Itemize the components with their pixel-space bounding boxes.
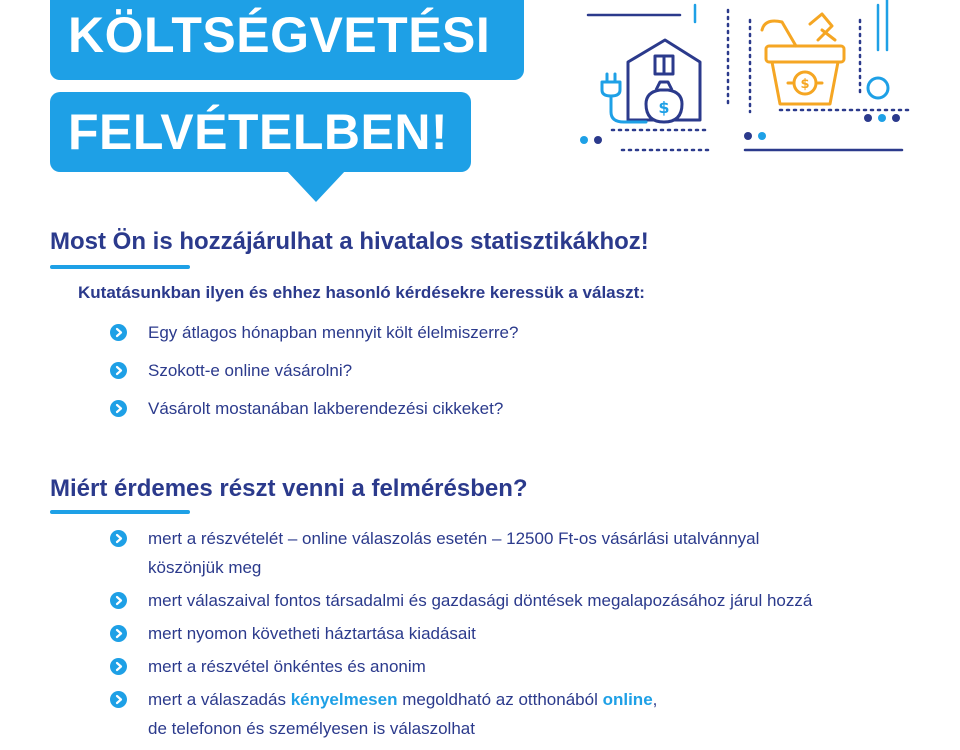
section-1-question-list bbox=[110, 318, 518, 423]
chevron-right-icon bbox=[110, 592, 127, 609]
money-bag-icon bbox=[646, 82, 682, 122]
list-item-text-mid: megoldható az otthonából bbox=[397, 690, 603, 709]
headline-line-2-text: FELVÉTELBEN! bbox=[68, 104, 449, 160]
list-item-text-line-1: mert a részvételét – online válaszolás esetén – 12500 Ft-os vásárlási utalvánnyal bbox=[148, 529, 760, 548]
chevron-right-icon bbox=[110, 691, 127, 708]
section-1-intro: Kutatásunkban ilyen és ehhez hasonló kérdésekre keressük a választ: bbox=[78, 283, 645, 302]
list-item-text: Vásárolt mostanában lakberendezési cikkeket? bbox=[148, 399, 504, 418]
list-item-text-pre: mert a válaszadás bbox=[148, 690, 291, 709]
chevron-right-icon bbox=[110, 658, 127, 675]
decorative-blue-lines bbox=[695, 0, 887, 50]
speech-bubble-tail bbox=[286, 170, 346, 202]
list-item bbox=[110, 652, 812, 681]
list-item bbox=[110, 524, 812, 582]
section-2-underline bbox=[50, 510, 190, 514]
section-2-reason-list bbox=[110, 524, 812, 743]
chevron-right-icon bbox=[110, 324, 127, 341]
section-1-title: Most Ön is hozzájárulhat a hivatalos statisztikákhoz! bbox=[50, 228, 649, 255]
list-item-text: Egy átlagos hónapban mennyit költ élelmiszerre? bbox=[148, 323, 519, 342]
budget-illustration bbox=[560, 0, 960, 180]
list-item-text-line-2: köszönjük meg bbox=[148, 558, 262, 577]
list-item bbox=[110, 318, 518, 347]
section-1-underline bbox=[50, 265, 190, 269]
svg-text:$: $ bbox=[658, 98, 670, 117]
list-item-text: mert a részvétel önkéntes és anonim bbox=[148, 657, 426, 676]
highlight-online: online bbox=[602, 690, 653, 709]
chevron-right-icon bbox=[110, 362, 127, 379]
list-item bbox=[110, 586, 812, 615]
list-item-text-line-2: de telefonon és személyesen is válaszolhat bbox=[148, 719, 475, 738]
list-item-text: mert válaszaival fontos társadalmi és gazdasági döntések megalapozásához járul hozzá bbox=[148, 591, 813, 610]
headline-line-1 bbox=[50, 0, 524, 80]
list-item bbox=[110, 356, 518, 385]
highlight-comfortably: kényelmesen bbox=[290, 690, 398, 709]
list-item bbox=[110, 394, 518, 423]
chevron-right-icon bbox=[110, 400, 127, 417]
svg-text:$: $ bbox=[800, 77, 810, 92]
list-item bbox=[110, 685, 812, 743]
plug-icon bbox=[602, 74, 646, 122]
grocery-basket-icon bbox=[762, 14, 844, 104]
headline-line-1-text: KÖLTSÉGVETÉSI bbox=[68, 7, 491, 63]
section-2-title: Miért érdemes részt venni a felmérésben? bbox=[50, 475, 528, 502]
chevron-right-icon bbox=[110, 530, 127, 547]
list-item-text-post: , bbox=[652, 690, 658, 709]
chevron-right-icon bbox=[110, 625, 127, 642]
headline-line-2 bbox=[50, 92, 471, 172]
list-item-text: Szokott-e online vásárolni? bbox=[148, 361, 353, 380]
list-item bbox=[110, 619, 812, 648]
list-item-text: mert nyomon követheti háztartása kiadásait bbox=[148, 624, 476, 643]
